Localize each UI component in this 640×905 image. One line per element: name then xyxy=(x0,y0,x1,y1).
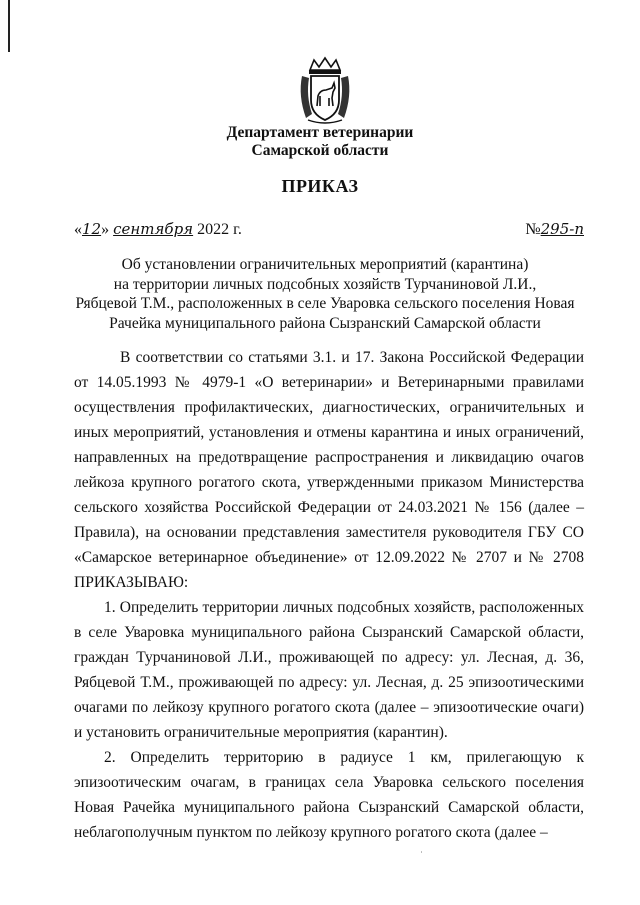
date-month: сентября xyxy=(113,220,194,238)
scan-edge-mark xyxy=(8,0,10,52)
date-and-number-line xyxy=(74,220,584,239)
order-subject xyxy=(60,255,590,333)
date-year: 2022 г. xyxy=(197,221,242,238)
department-name-line2: Самарской области xyxy=(251,142,389,159)
subject-line: на территории личных подсобных хозяйств Турчаниновой Л.И., xyxy=(113,275,537,293)
date-day: 12 xyxy=(82,220,102,238)
subject-line: Рябцевой Т.М., расположенных в селе Уваровка сельского поселения Новая xyxy=(75,295,575,312)
subject-line: Об установлении ограничительных мероприятий (карантина) xyxy=(121,256,529,273)
department-name-line1: Департамент ветеринарии xyxy=(226,124,414,141)
clause-1-paragraph: 1. Определить территории личных подсобных хозяйств, расположенных в селе Уваровка муниципального района Сызранский Самарской области, граждан Турчаниновой Л.И., проживающей по адресу: ул. Лесная, д. 36, Рябцевой Т.М., проживающей по адресу: ул. Лесная, д. 25 эпизоотическими очагами по лейкозу крупного рогатого скота (далее – эпизоотические очаги) и установить ограничительные мероприятия (карантин). xyxy=(74,599,584,741)
samara-region-coat-of-arms-icon xyxy=(296,56,354,126)
order-number-value: 295-п xyxy=(540,220,584,238)
subject-line: Рачейка муниципального района Сызранский Самарской области xyxy=(109,314,541,332)
clause-2-paragraph: 2. Определить территорию в радиусе 1 км, прилегающую к эпизоотическим очагам, в границах села Уваровка сельского поселения Новая Рачейка муниципального района Сызранский Самарской области, неблагополучным пунктом по лейкозу крупного рогатого скота (далее – xyxy=(74,749,584,841)
document-title: ПРИКАЗ xyxy=(281,176,359,196)
order-number: №295-п xyxy=(525,220,584,238)
order-date: «12» сентября 2022 г. xyxy=(74,220,242,238)
scan-speck: ˙ xyxy=(420,850,423,860)
order-body xyxy=(74,345,584,845)
preamble-paragraph: В соответствии со статьями 3.1. и 17. Закона Российской Федерации от 14.05.1993 № 4979-1 «О ветеринарии» и Ветеринарными правилами осуществления профилактических, диагностических, ограничительных и иных мероприятий, установления и отмены карантина и иных ограничений, направленных на предотвращение распространения и ликвидацию очагов лейкоза крупного рогатого скота, утвержденными приказом Министерства сельского хозяйства Российской Федерации от 24.03.2021 № 156 (далее – Правила), на основании представления заместителя руководителя ГБУ СО «Самарское ветеринарное объединение» от 12.09.2022 № 2707 и № 2708 ПРИКАЗЫВАЮ: xyxy=(74,349,584,591)
